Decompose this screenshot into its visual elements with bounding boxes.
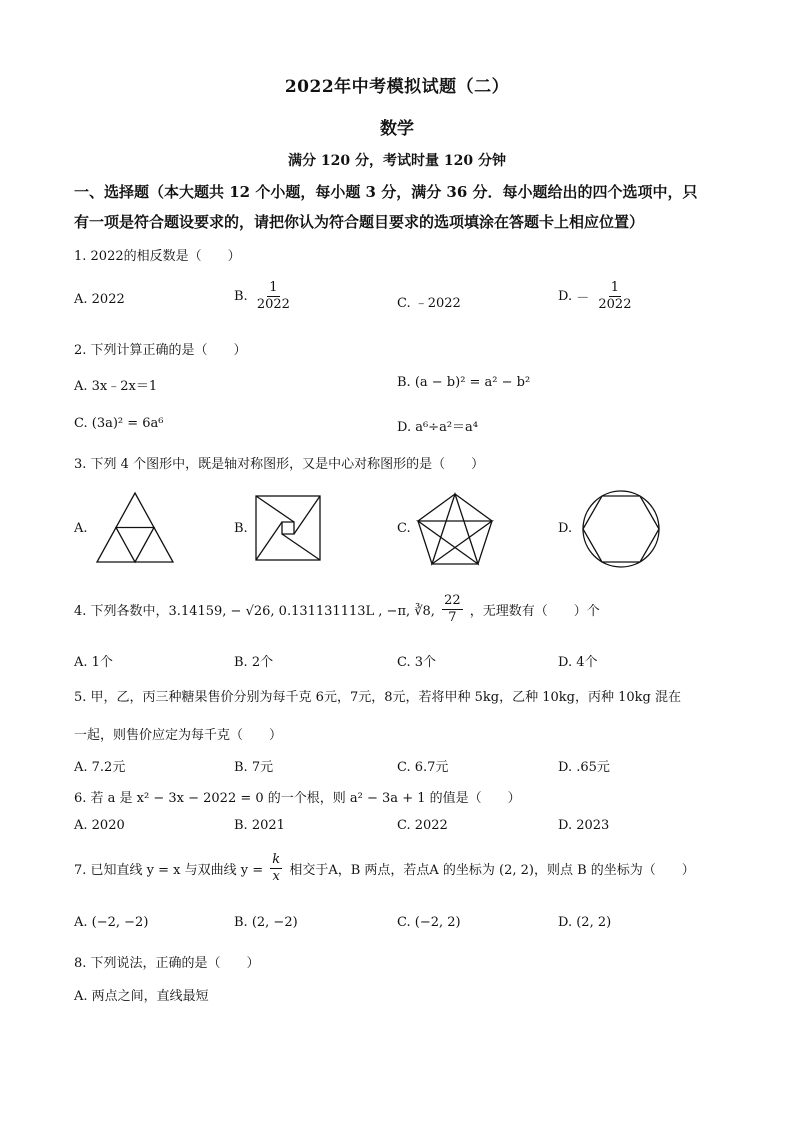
question-5-option-d: D. .65元 (558, 760, 610, 775)
question-3-option-c: C. (397, 521, 411, 536)
question-5-option-b: B. 7元 (234, 760, 274, 775)
question-3-option-d: D. (558, 521, 573, 536)
fraction (596, 280, 633, 313)
question-8-option-a: A. 两点之间，直线最短 (74, 989, 209, 1004)
question-4-option-b: B. 2个 (234, 655, 274, 670)
question-4-option-d: D. 4个 (558, 655, 598, 670)
question-7-stem-start: 7. 已知直线 y = x 与双曲线 y = (74, 863, 268, 878)
question-6-stem: 6. 若 a 是 x² − 3x − 2022 = 0 的一个根，则 a² − 3a + 1 的值是（ ） (74, 791, 521, 806)
numerator: 1 (269, 280, 278, 295)
triangle-figure (94, 490, 176, 566)
exam-title: 2022年中考模拟试题（二） (284, 77, 510, 97)
fraction (270, 852, 282, 885)
question-2-option-d: D. a⁶÷a²＝a⁴ (397, 420, 479, 435)
question-3-option-a: A. (74, 521, 88, 536)
question-7-option-b: B. (2, −2) (234, 915, 298, 930)
question-1-option-b (234, 280, 295, 313)
square-pinwheel-figure (254, 494, 322, 562)
question-2-option-c: C. (3a)² = 6a⁶ (74, 416, 164, 431)
question-2-stem: 2. 下列计算正确的是（ ） (74, 343, 247, 358)
numerator: 22 (444, 593, 461, 608)
fraction (255, 280, 292, 313)
question-6-option-d: D. 2023 (558, 818, 610, 833)
question-6-option-a: A. 2020 (74, 818, 125, 833)
option-b-label: B. (234, 289, 248, 304)
question-8-stem: 8. 下列说法，正确的是（ ） (74, 956, 260, 971)
question-6-option-b: B. 2021 (234, 818, 285, 833)
question-1-option-d (558, 280, 636, 313)
question-5-option-a: A. 7.2元 (74, 760, 126, 775)
numerator: 1 (610, 280, 620, 295)
question-7-stem-end: 相交于A，B 两点，若点A 的坐标为 (2, 2)，则点 B 的坐标为（ ） (289, 863, 695, 878)
subject-title: 数学 (380, 119, 414, 139)
question-1-option-a: A. 2022 (74, 292, 125, 307)
circle-hexagon-figure (580, 489, 662, 569)
section-heading-line2: 有一项是符合题设要求的，请把你认为符合题目要求的选项填涂在答题卡上相应位置） (74, 213, 645, 231)
denominator: 7 (448, 610, 457, 625)
question-5-stem-line1: 5. 甲，乙，丙三种糖果售价分别为每千克 6元，7元，8元，若将甲种 5kg，乙种 10kg，丙种 10kg 混在 (74, 690, 681, 705)
question-1-option-c: C. ﹣2022 (397, 296, 461, 311)
option-d-label: D. (558, 289, 573, 304)
question-4-stem (74, 593, 600, 626)
score-line: 满分 120 分，考试时量 120 分钟 (288, 153, 506, 169)
question-1-stem: 1. 2022的相反数是（ ） (74, 249, 241, 264)
question-7-option-d: D. (2, 2) (558, 915, 612, 930)
question-4-option-c: C. 3个 (397, 655, 437, 670)
question-3-stem: 3. 下列 4 个图形中，既是轴对称图形，又是中心对称图形的是（ ） (74, 457, 485, 472)
question-3-option-b: B. (234, 521, 248, 536)
denominator: 2022 (598, 297, 632, 312)
question-4-stem-end: ，无理数有（ ）个 (469, 604, 600, 619)
section-heading-line1: 一、选择题（本大题共 12 个小题，每小题 3 分，满分 36 分．每小题给出的四个选项中，只 (74, 183, 698, 201)
denominator: x (272, 869, 280, 884)
numerator: k (272, 852, 281, 867)
fraction (442, 593, 463, 626)
pentagon-star-figure (414, 491, 496, 567)
question-6-option-c: C. 2022 (397, 818, 448, 833)
question-5-stem-line2: 一起，则售价应定为每千克（ ） (74, 728, 283, 743)
denominator: 2022 (256, 297, 290, 312)
question-4-stem-start: 4. 下列各数中，3.14159, − √26, 0.131131113L , −π, ∛8, (74, 604, 440, 619)
question-7-option-a: A. (−2, −2) (74, 915, 149, 930)
question-2-option-a: A. 3x﹣2x＝1 (74, 379, 158, 394)
question-7-option-c: C. (−2, 2) (397, 915, 461, 930)
question-4-option-a: A. 1个 (74, 655, 113, 670)
question-2-option-b: B. (a − b)² = a² − b² (397, 375, 531, 390)
question-5-option-c: C. 6.7元 (397, 760, 449, 775)
minus-sign: － (576, 291, 590, 306)
question-7-stem (74, 852, 695, 885)
